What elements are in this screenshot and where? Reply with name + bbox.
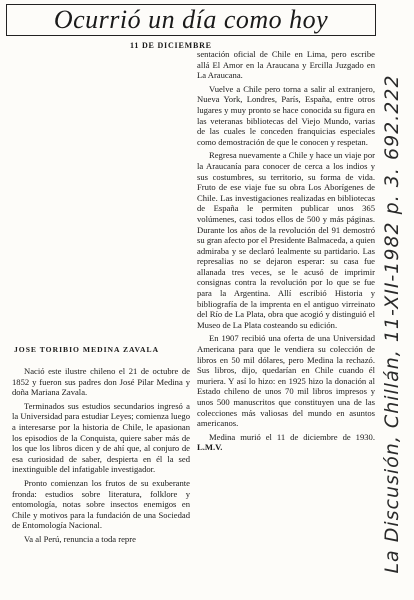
left-paragraph-1: Nació este ilustre chileno el 21 de octubre de 1852 y fueron sus padres don José Pilar Medina y doña Mariana Zavala.	[12, 366, 190, 398]
right-paragraph-1: sentación oficial de Chile en Lima, pero escribe allá El Amor en la Araucana y Ercilla Juzgado en La Araucana.	[197, 49, 375, 81]
final-sentence: Medina murió el 11 de diciembre de 1930.	[209, 431, 375, 442]
right-column	[197, 49, 375, 453]
left-paragraph-2: Terminados sus estudios secundarios ingresó a la Universidad para estudiar Leyes; comienza luego a interesarse por la historia de Chile, le apasionan los episodios de la Conquista, quiere saber más de los que los libros dicen y de ahí que, al conjuro de esa curiosidad de saber, despierta en él la sed inextinguible del infatigable investigador.	[12, 400, 191, 475]
right-paragraph-5	[197, 432, 375, 453]
handwritten-source-note: La Discusión, Chillán, 11-XII-1982 p. 3. 692.222	[381, 74, 403, 574]
article-subhead: JOSE TORIBIO MEDINA ZAVALA	[14, 345, 160, 354]
column-header-box	[6, 4, 376, 36]
left-paragraph-4: Va al Perú, renuncia a toda repre	[24, 533, 136, 544]
date-line: 11 DE DICIEMBRE	[130, 41, 212, 50]
right-paragraph-3: Regresa nuevamente a Chile y hace un viaje por la Araucanía para conocer de cerca a los indios y sus costumbres, su territorio, su forma de vida. Fruto de ese viaje fue su obra Los Aborígenes de Chile. Las investigaciones realizadas en bibliotecas de España le permiten publicar unos 365 volúmenes, casi todos ellos de 500 y más páginas. Durante los años de la revolución del 91 demostró su gran afecto por el Presidente Balmaceda, a quien admiraba y se declaró lealmente su partidario. Las represalias no se dejaron esperar: su casa fue allanada tres veces, se le acusó de imprimir consignas contra la revolución por lo que se fue para la Argentina. Allí escribió Historia y bibliografía de la imprenta en el antiguo virreinato del Río de La Plata, obra que acogió y distinguió el Museo de La Plata costeando su edición.	[197, 150, 375, 330]
left-column	[12, 366, 190, 545]
handwritten-annotation	[372, 50, 412, 598]
right-paragraph-4: En 1907 recibió una oferta de una Universidad Americana para que le vendiera su colección de libros en 50 mil dólares, pero Medina la rechazó. Sus libros, dijo, quedarían en Chile cuando él muriera. Y así lo hizo: en 1925 hizo la donación al Estado chileno de unos 70 mil libros impresos y unos 500 manuscritos que constituyen una de las colecciones más valiosas del mundo en asuntos americanos.	[197, 333, 375, 429]
right-paragraph-2: Vuelve a Chile pero torna a salir al extranjero, Nueva York, Londres, París, España, entre otros lugares y muy pronto se hace conocida su figura en las veteranas bibliotecas del Viejo Mundo, varias de las cuales le conceden franquicias especiales como demostración de que le conocen y respetan.	[197, 83, 375, 147]
author-signature: L.M.V.	[197, 442, 223, 453]
column-title: Ocurrió un día como hoy	[53, 5, 329, 34]
left-paragraph-3: Pronto comienzan los frutos de su exuberante fronda: estudios sobre literatura, folklore y entomología, notas sobre insectos enemigos en Chile y motivos para la fundación de una Sociedad de Entomología Nacional.	[12, 477, 190, 531]
